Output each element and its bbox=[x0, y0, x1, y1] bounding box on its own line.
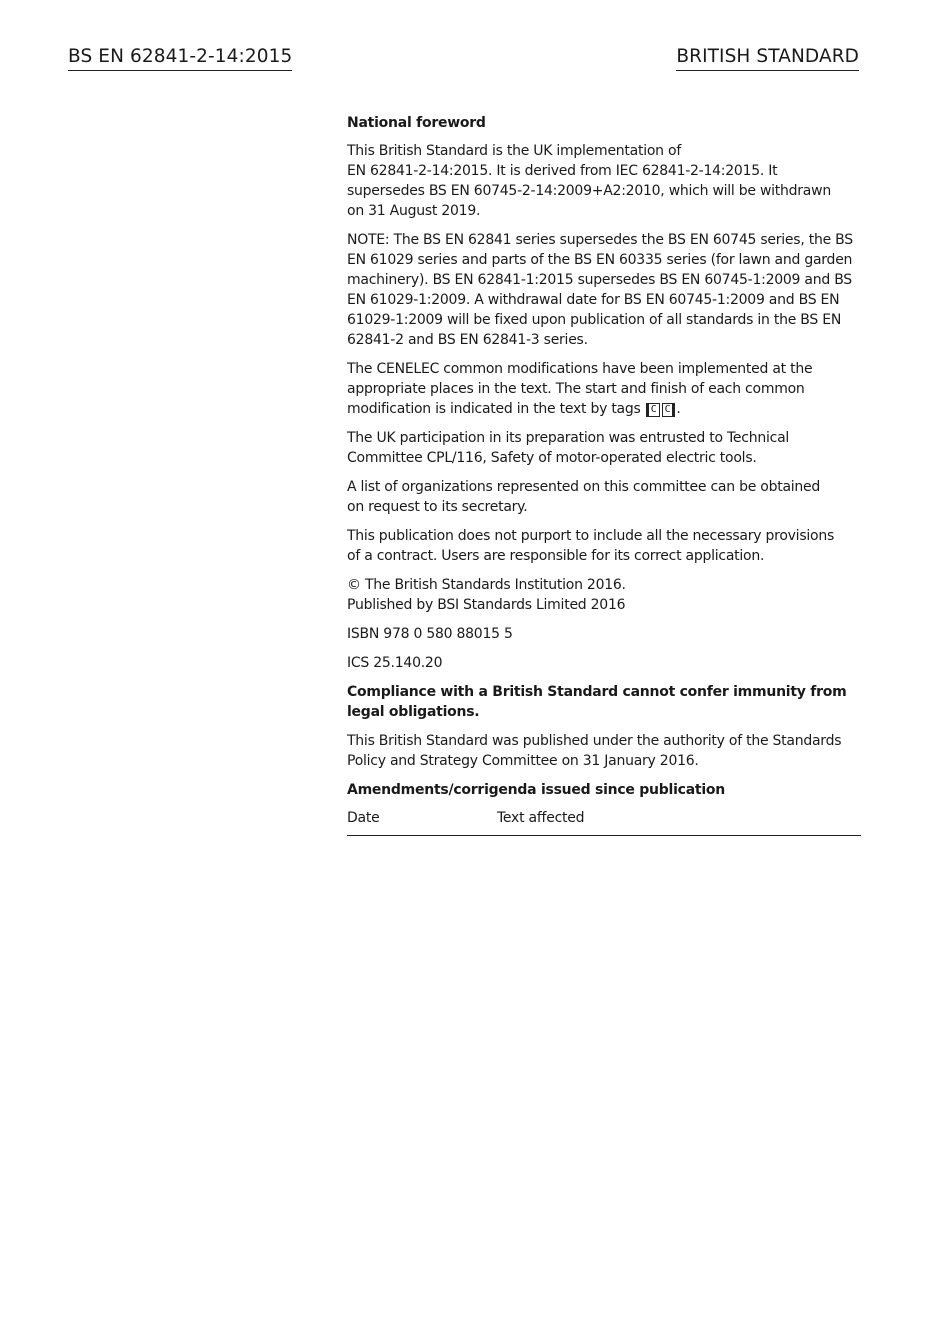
ics-code: ICS 25.140.20 bbox=[347, 655, 443, 671]
amendments-text-affected-header: Text affected bbox=[497, 810, 585, 826]
implementation-paragraph: This British Standard is the UK implementation of EN 62841-2-14:2015. It is derived from IEC 62841-2-14:2015. It supersedes BS EN 60745-2-14:2009+A2:2010, which will be withdrawn on 31 August 2019. bbox=[347, 143, 831, 219]
cenelec-paragraph: The CENELEC common modifications have been implemented at the appropriate places in the text. The start and finish of each common modification is indicated in the text by tags C C . bbox=[347, 361, 813, 417]
series-note: NOTE: The BS EN 62841 series supersedes the BS EN 60745 series, the BS EN 61029 series and parts of the BS EN 60335 series (for lawn and garden machinery). BS EN 62841-1:2015 supersedes BS EN 60745-1:2009 and BS EN 61029-1:2009. A withdrawal date for BS EN 60745-1:2009 and BS EN 61029-1:2009 will be fixed upon publication of all standards in the BS EN 62841-2 and BS EN 62841-3 series. bbox=[347, 232, 853, 348]
national-foreword bbox=[347, 113, 861, 836]
organizations-paragraph: A list of organizations represented on this committee can be obtained on request to its secretary. bbox=[347, 479, 821, 515]
participation-paragraph: The UK participation in its preparation was entrusted to Technical Committee CPL/116, Safety of motor-operated electric tools. bbox=[347, 430, 790, 466]
copyright-notice: © The British Standards Institution 2016. Published by BSI Standards Limited 2016 bbox=[347, 577, 626, 613]
standard-type: BRITISH STANDARD bbox=[676, 46, 859, 71]
provisions-paragraph: This publication does not purport to include all the necessary provisions of a contract. Users are responsible for its correct application. bbox=[347, 528, 834, 564]
isbn: ISBN 978 0 580 88015 5 bbox=[347, 626, 513, 642]
amendments-date-header: Date bbox=[347, 810, 380, 826]
foreword-title: National foreword bbox=[347, 115, 486, 131]
cenelec-start-tag-icon: C bbox=[646, 403, 660, 417]
cenelec-end-tag-icon: C bbox=[662, 403, 676, 417]
compliance-statement: Compliance with a British Standard cannot confer immunity from legal obligations. bbox=[347, 684, 847, 720]
amendments-table bbox=[347, 808, 861, 836]
authority-paragraph: This British Standard was published under the authority of the Standards Policy and Strategy Committee on 31 January 2016. bbox=[347, 733, 842, 769]
document-id: BS EN 62841-2-14:2015 bbox=[68, 46, 292, 71]
amendments-title: Amendments/corrigenda issued since publication bbox=[347, 782, 725, 798]
